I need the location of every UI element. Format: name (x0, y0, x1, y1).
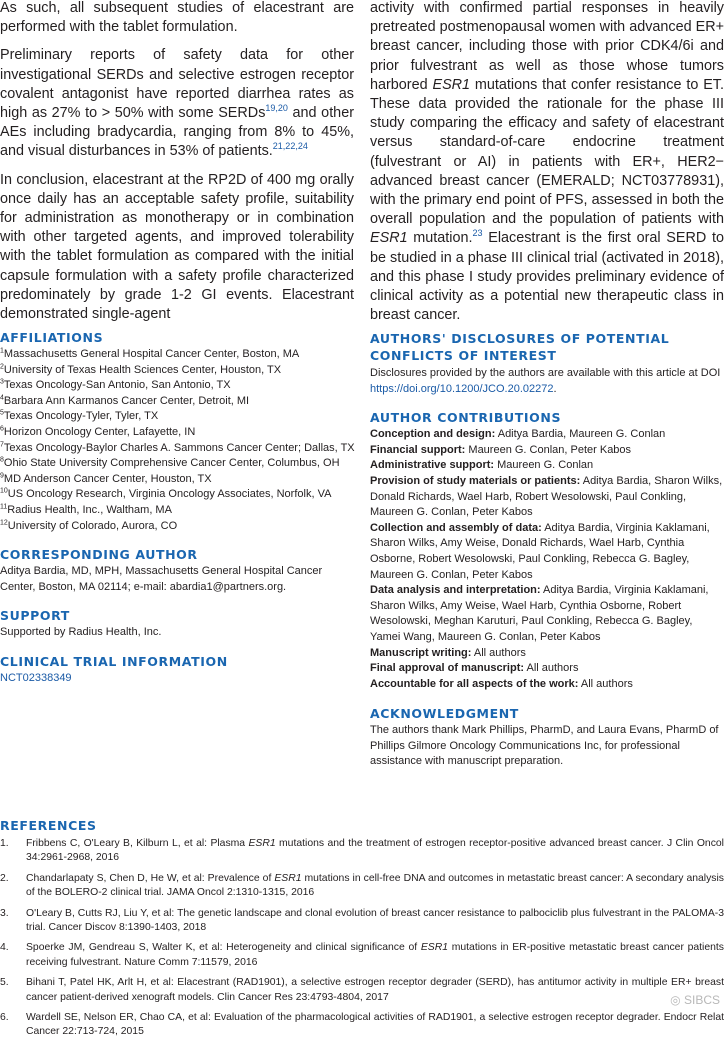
contribution-item: Data analysis and interpretation: Aditya Bardia, Virginia Kaklamani, Sharon Wilks, Amy Weise, Wael Harb, Cynthia Osborne, Robert Wesolowski, Meghan Karuturi, Paul Conkling, Rebecca G. Bagley, Yamei Wang, Maureen G. Conlan, Peter Kabos (370, 584, 709, 643)
left-backmatter (0, 330, 360, 687)
disclosures-heading: AUTHORS' DISCLOSURES OF POTENTIAL CONFLICTS OF INTEREST (370, 331, 670, 363)
contributions-list (370, 427, 724, 692)
paragraph: As such, all subsequent studies of elacestrant are performed with the tablet formulation. (0, 0, 354, 36)
affiliation-item: $^4$Barbara Ann Karmanos Cancer Center, Detroit, MI (0, 394, 250, 407)
citation[interactable]: 21,22,24 (272, 141, 308, 152)
affiliation-item: $^5$Texas Oncology-Tyler, Tyler, TX (0, 409, 159, 423)
corresponding-heading: CORRESPONDING AUTHOR (0, 547, 198, 563)
reference-item: 2. Chandarlapaty S, Chen D, He W, et al: Prevalence of ESR1 mutations in cell-free DNA and outcomes in metastatic breast cancer: A secondary analysis of the BOLERO-2 clinical trial. JAMA Oncol 2:1310-1315, 2016 (0, 872, 724, 899)
affiliations-list (0, 347, 360, 534)
support-heading: SUPPORT (0, 608, 70, 624)
contributions-heading: AUTHOR CONTRIBUTIONS (370, 410, 562, 426)
reference-item: 1. Fribbens C, O'Leary B, Kilburn L, et al: Plasma ESR1 mutations and the treatment of estrogen receptor-positive advanced breast cancer. J Clin Oncol 34:2961-2968, 2016 (0, 838, 724, 864)
acknowledgment-text: The authors thank Mark Phillips, PharmD, and Laura Evans, PharmD of Phillips Gilmore Oncology Communications Inc, for professional assistance with manuscript preparation. (370, 724, 719, 768)
reference-item: 6. Wardell SE, Nelson ER, Chao CA, et al: Evaluation of the pharmacological activities of RAD1901, a selective estrogen receptor degrader. Endocr Relat Cancer 22:713-724, 2015 (0, 1012, 724, 1038)
contribution-item: Administrative support: Maureen G. Conlan (370, 459, 594, 472)
support-text: Supported by Radius Health, Inc. (0, 626, 162, 639)
affiliation-item: $^9$MD Anderson Cancer Center, Houston, TX (0, 472, 212, 485)
affiliation-item: $^1$Massachusetts General Hospital Cancer Center, Boston, MA (0, 347, 300, 360)
right-backmatter (370, 330, 724, 770)
citation[interactable]: 23 (472, 228, 483, 239)
contribution-item: Conception and design: Aditya Bardia, Maureen G. Conlan (370, 428, 666, 441)
clinical-trial-heading: CLINICAL TRIAL INFORMATION (0, 653, 228, 669)
corresponding-text: Aditya Bardia, MD, MPH, Massachusetts General Hospital Cancer Center, Boston, MA 02114; e-mail: abardia1@partners.org. (0, 565, 323, 593)
clinical-trial-link[interactable]: NCT02338349 (0, 671, 72, 684)
affiliation-item: $^2$University of Texas Health Sciences Center, Houston, TX (0, 362, 282, 376)
affiliation-item: $^3$Texas Oncology-San Antonio, San Antonio, TX (0, 378, 231, 392)
paragraph: In conclusion, elacestrant at the RP2D of 400 mg orally once daily has an acceptable safety profile, suitability for administration as monotherapy or in combination with other targeted agents, and improved tolerability with the tablet formulation as compared with the initial capsule formulation with a safety profile characterized predominately by grade 1-2 GI events. Elacestrant demonstrated single-agent (0, 171, 354, 323)
affiliations-heading: AFFILIATIONS (0, 330, 104, 345)
contribution-item: Collection and assembly of data: Aditya Bardia, Virginia Kaklamani, Sharon Wilks, Amy Weise, Donald Richards, Wael Harb, Cynthia Osborne, Robert Wesolowski, Paul Conkling, Rebecca G. Bagley, Maureen G. Conlan, Peter Kabos (370, 521, 710, 581)
affiliation-item: $^7$Texas Oncology-Baylor Charles A. Sammons Cancer Center; Dallas, TX (0, 440, 355, 454)
acknowledgment-heading: ACKNOWLEDGMENT (370, 706, 519, 722)
wechat-icon: ◎ (670, 993, 681, 1007)
references-section (0, 818, 724, 1046)
citation[interactable]: 19,20 (265, 103, 288, 114)
left-body-column (0, 0, 354, 333)
right-body-column (370, 0, 724, 334)
contribution-item: Manuscript writing: All authors (370, 646, 526, 659)
contribution-item: Final approval of manuscript: All authors (370, 662, 579, 675)
doi-link[interactable]: https://doi.org/10.1200/JCO.20.02272 (370, 382, 554, 395)
disclosures-text: Disclosures provided by the authors are available with this article at DOI https://doi.org/10.1200/JCO.20.02272. (370, 367, 721, 395)
reference-item: 5. Bihani T, Patel HK, Arlt H, et al: Elacestrant (RAD1901), a selective estrogen receptor degrader (SERD), has antitumor activity in multiple ER+ breast cancer patient-derived xenograft models. Clin Cancer Res 23:4793-4804, 2017 (0, 977, 724, 1003)
paragraph: Preliminary reports of safety data for other investigational SERDs and selective estrogen receptor covalent antagonist have reported diarrhea rates as high as 27% to > 50% with some SERDs$^{19,20}$ and other AEs including bradycardia, ranging from 8% to 45%, and visual disturbances in 53% of patients.$^{21,22,24}$ (0, 47, 354, 160)
affiliation-item: $^8$Ohio State University Comprehensive Cancer Center, Columbus, OH (0, 456, 340, 470)
paragraph: activity with confirmed partial responses in heavily pretreated postmenopausal women with advanced ER+ breast cancer, including those with prior CDK4/6i and prior fulvestrant as well as those whose tumors harbored ESR1 mutations that confer resistance to ET. These data provided the rationale for the phase III study comparing the efficacy and safety of elacestrant versus standard-of-care endocrine treatment (fulvestrant or AI) in patients with ER+, HER2− advanced breast cancer (EMERALD; NCT03778931), with the primary end point of PFS, assessed in both the overall population and the population of patients with ESR1 mutation.$^{23}$ Elacestrant is the first oral SERD to be studied in a phase III clinical trial (activated in 2018), and this phase I study provides preliminary evidence of clinical activity as a potential new therapeutic class in breast cancer. (370, 0, 724, 324)
affiliation-item: $^6$Horizon Oncology Center, Lafayette, IN (0, 425, 196, 438)
contribution-item: Financial support: Maureen G. Conlan, Peter Kabos (370, 443, 632, 456)
contribution-item: Accountable for all aspects of the work: All authors (370, 677, 633, 690)
affiliation-item: $^{12}$University of Colorado, Aurora, CO (0, 518, 178, 532)
affiliation-item: $^{11}$Radius Health, Inc., Waltham, MA (0, 503, 172, 516)
reference-item: 4. Spoerke JM, Gendreau S, Walter K, et al: Heterogeneity and clinical significance of ESR1 mutations in ER-positive metastatic breast cancer patients receiving fulvestrant. Nature Comm 7:11579, 2016 (0, 942, 724, 968)
reference-item: 3. O'Leary B, Cutts RJ, Liu Y, et al: The genetic landscape and clonal evolution of breast cancer resistance to palbociclib plus fulvestrant in the PALOMA-3 trial. Cancer Discov 8:1390-1403, 2018 (0, 907, 724, 934)
contribution-item: Provision of study materials or patients: Aditya Bardia, Sharon Wilks, Donald Richards, Wael Harb, Robert Wesolowski, Paul Conkling, Maureen G. Conlan, Peter Kabos (370, 474, 723, 519)
affiliation-item: $^{10}$US Oncology Research, Virginia Oncology Associates, Norfolk, VA (0, 487, 332, 501)
references-heading: REFERENCES (0, 818, 97, 833)
references-list (0, 837, 724, 1040)
watermark: ◎ SIBCS (670, 993, 720, 1007)
